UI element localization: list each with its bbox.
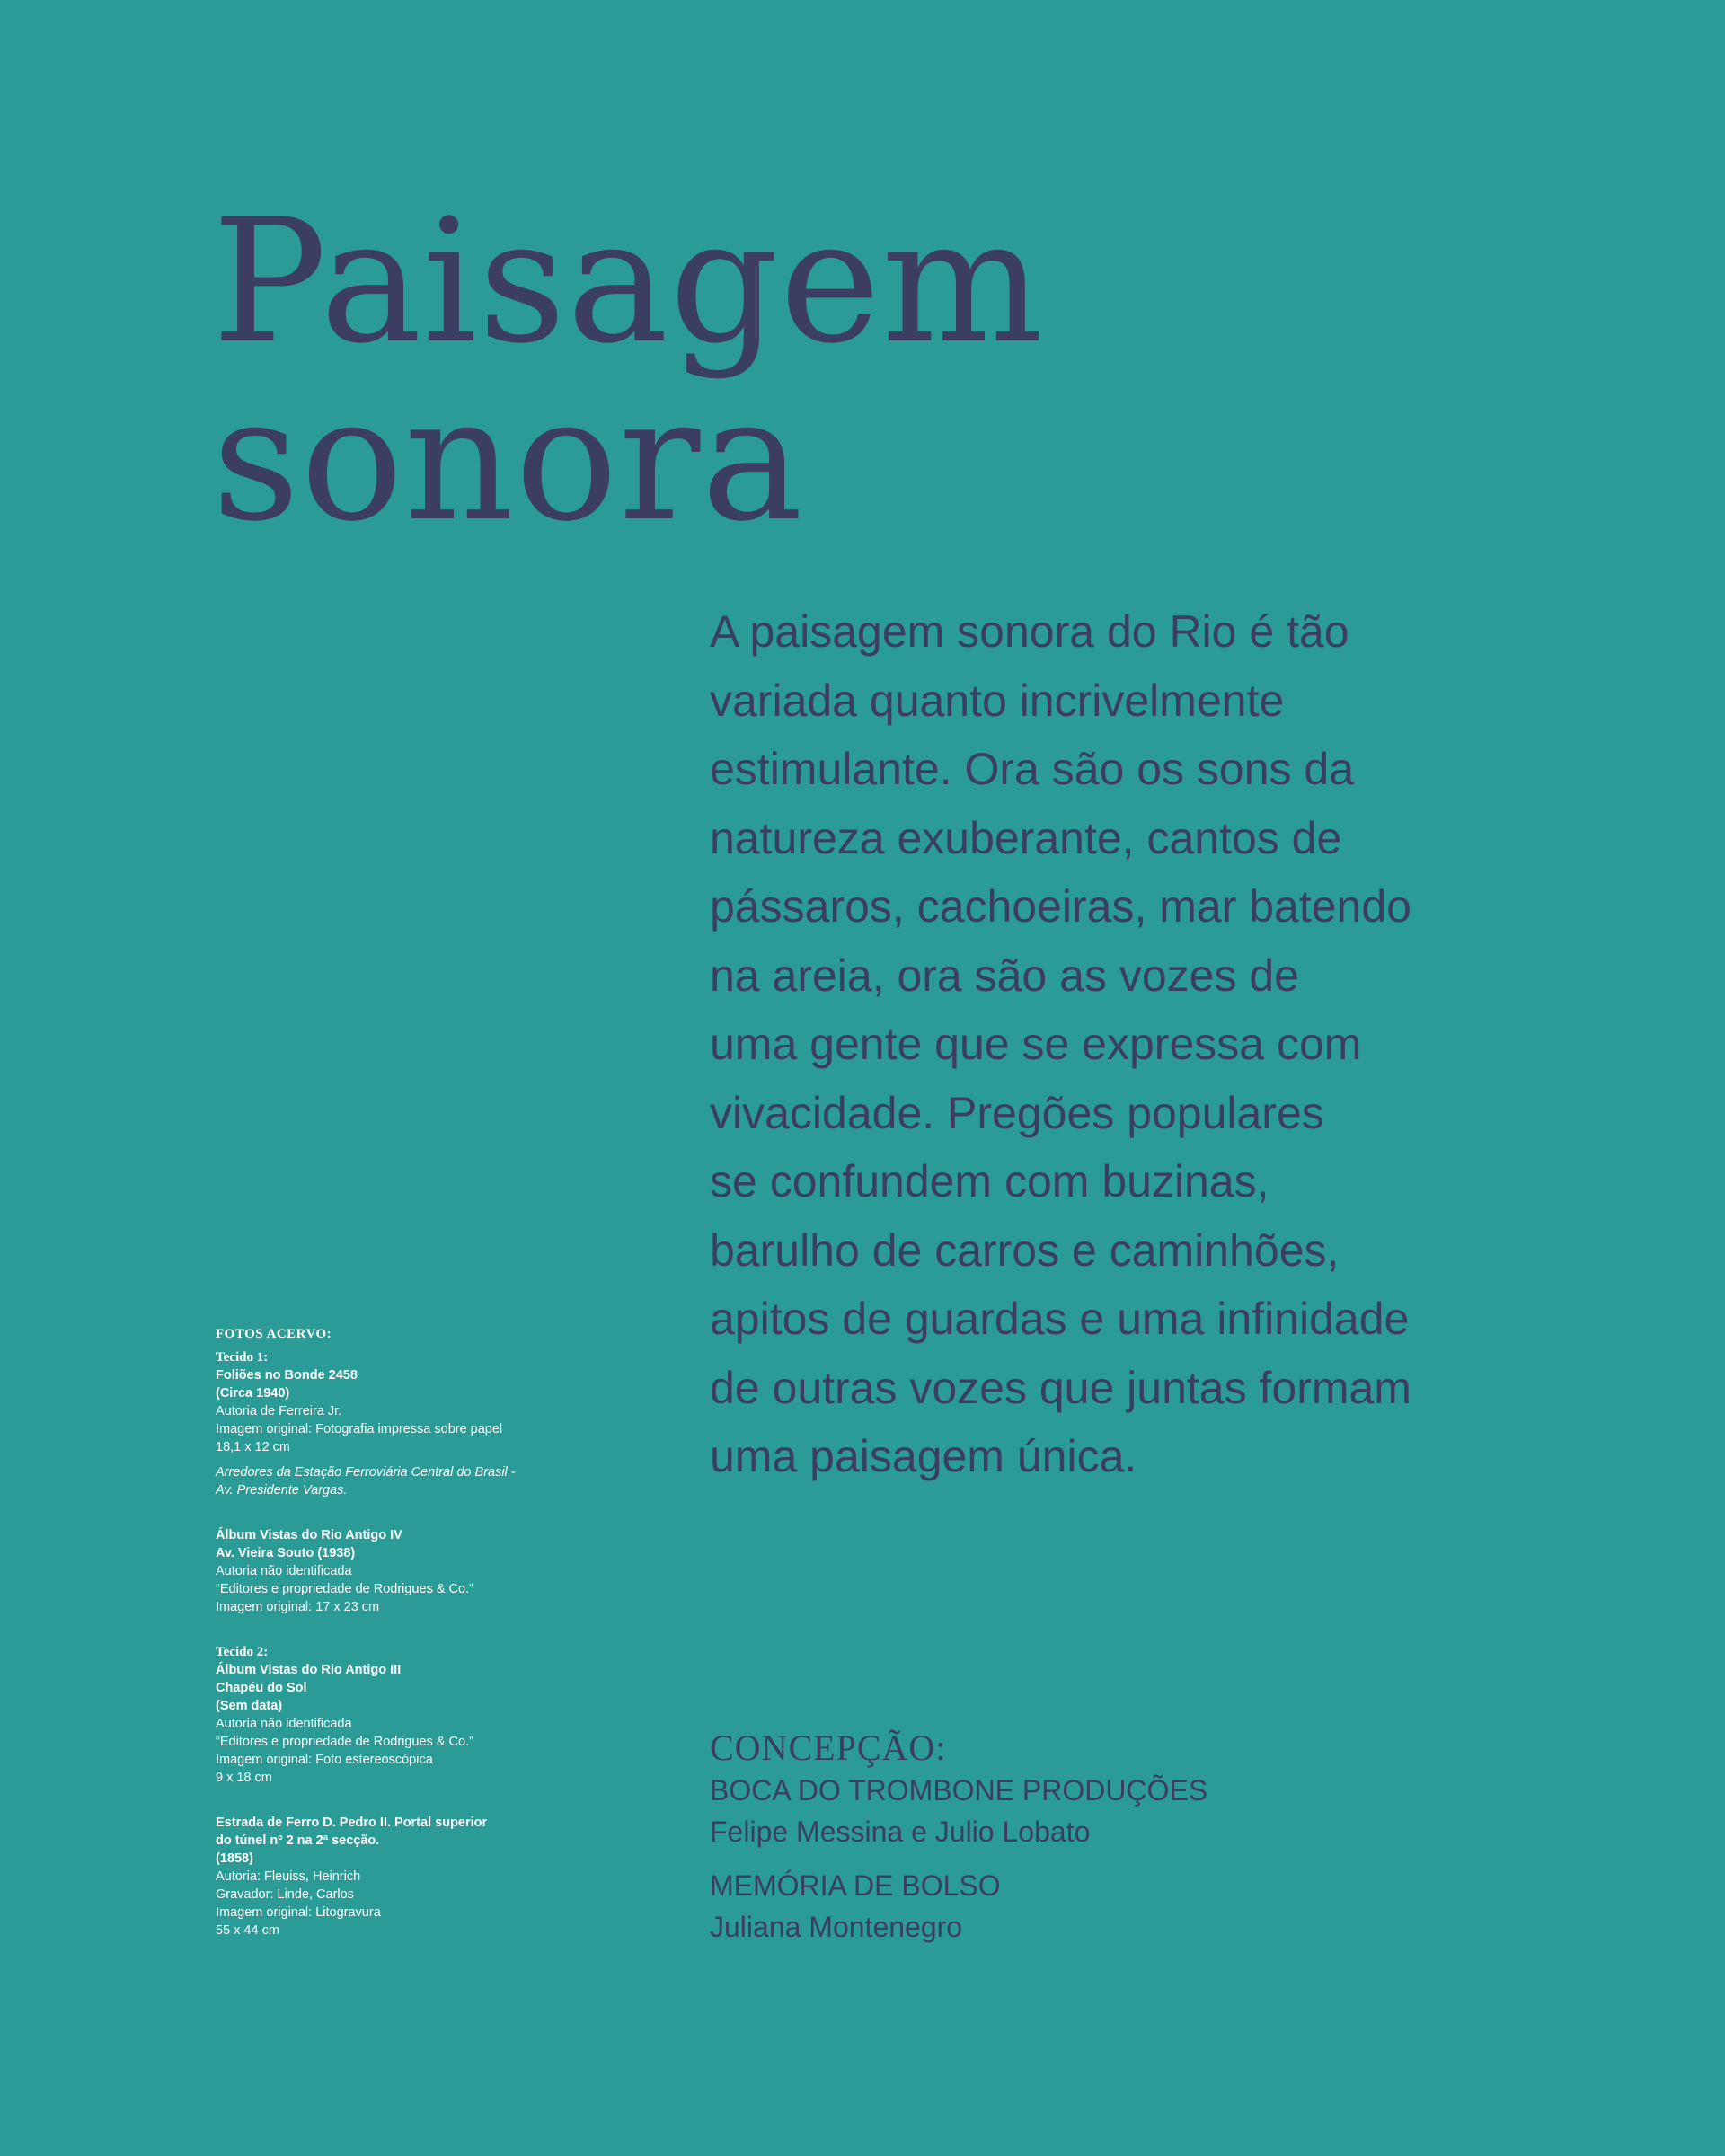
credit-author: Autoria não identificada <box>216 1564 352 1578</box>
intro-line: apitos de guardas e uma infinidade <box>710 1294 1410 1344</box>
credit-title: Foliões no Bonde 2458 <box>216 1368 358 1383</box>
credit-title: do túnel nº 2 na 2ª secção. <box>216 1833 380 1848</box>
credit-item-2 <box>216 1526 557 1616</box>
page-title <box>212 182 1045 559</box>
credit-note: Arredores da Estação Ferroviária Central do Brasil - <box>216 1465 516 1480</box>
credits-heading: FOTOS ACERVO: <box>216 1327 332 1341</box>
fabric-label-1: Tecido 1: <box>216 1350 269 1365</box>
credit-date: (Sem data) <box>216 1699 283 1713</box>
credit-title: Álbum Vistas do Rio Antigo III <box>216 1663 402 1677</box>
credit-size: 18,1 x 12 cm <box>216 1440 291 1454</box>
credit-subtitle: Chapéu do Sol <box>216 1681 307 1695</box>
intro-line: variada quanto incrivelmente <box>710 675 1285 726</box>
credit-subtitle: Av. Vieira Souto (1938) <box>216 1546 356 1560</box>
conception-people-1: Felipe Messina e Julio Lobato <box>710 1816 1091 1848</box>
credit-title: Estrada de Ferro D. Pedro II. Portal superior <box>216 1816 488 1830</box>
credit-note: Av. Presidente Vargas. <box>216 1483 348 1498</box>
credit-date: (Circa 1940) <box>216 1386 290 1401</box>
conception-people-2: Juliana Montenegro <box>710 1911 963 1943</box>
intro-line: na areia, ora são as vozes de <box>710 950 1299 1001</box>
intro-line: uma gente que se expressa com <box>710 1019 1362 1069</box>
intro-line: estimulante. Ora são os sons da <box>710 744 1355 794</box>
intro-line: uma paisagem única. <box>710 1431 1137 1481</box>
credit-engraver: Gravador: Linde, Carlos <box>216 1887 354 1902</box>
credit-author: Autoria de Ferreira Jr. <box>216 1404 342 1418</box>
credit-author: Autoria: Fleuiss, Heinrich <box>216 1869 361 1884</box>
intro-paragraph <box>710 597 1554 1491</box>
intro-line: natureza exuberante, cantos de <box>710 812 1342 863</box>
credit-title: Álbum Vistas do Rio Antigo IV <box>216 1528 402 1542</box>
credit-item-4 <box>216 1814 557 1940</box>
credit-original: Imagem original: Foto estereoscópica <box>216 1753 433 1767</box>
credit-publisher: “Editores e propriedade de Rodrigues & Co.” <box>216 1735 473 1749</box>
credit-original: Imagem original: Litogravura <box>216 1905 381 1920</box>
credit-date: (1858) <box>216 1851 253 1866</box>
intro-line: A paisagem sonora do Rio é tão <box>710 606 1349 657</box>
conception-org-1: BOCA DO TROMBONE PRODUÇÕES <box>710 1774 1208 1807</box>
conception-label: CONCEPÇÃO: <box>710 1727 947 1768</box>
credit-size: 55 x 44 cm <box>216 1923 279 1938</box>
fabric-label-2: Tecido 2: <box>216 1645 269 1659</box>
credit-author: Autoria não identificada <box>216 1717 352 1731</box>
photo-credits <box>216 1325 557 1940</box>
credit-item-1 <box>216 1366 557 1499</box>
credit-size: 9 x 18 cm <box>216 1771 272 1785</box>
credit-item-3 <box>216 1661 557 1787</box>
intro-line: vivacidade. Pregões populares <box>710 1087 1324 1138</box>
conception-org-2: MEMÓRIA DE BOLSO <box>710 1869 1001 1902</box>
credit-original: Imagem original: 17 x 23 cm <box>216 1600 380 1614</box>
credit-publisher: “Editores e propriedade de Rodrigues & Co.” <box>216 1582 473 1596</box>
title-line-2: sonora <box>212 360 804 559</box>
intro-line: barulho de carros e caminhões, <box>710 1224 1340 1276</box>
credit-original: Imagem original: Fotografia impressa sobre papel <box>216 1422 503 1436</box>
intro-line: pássaros, cachoeiras, mar batendo <box>710 881 1411 932</box>
conception-block <box>710 1727 1518 1948</box>
intro-line: se confundem com buzinas, <box>710 1156 1269 1206</box>
title-line-1: Paisagem <box>212 182 1045 381</box>
intro-line: de outras vozes que juntas formam <box>710 1362 1411 1413</box>
